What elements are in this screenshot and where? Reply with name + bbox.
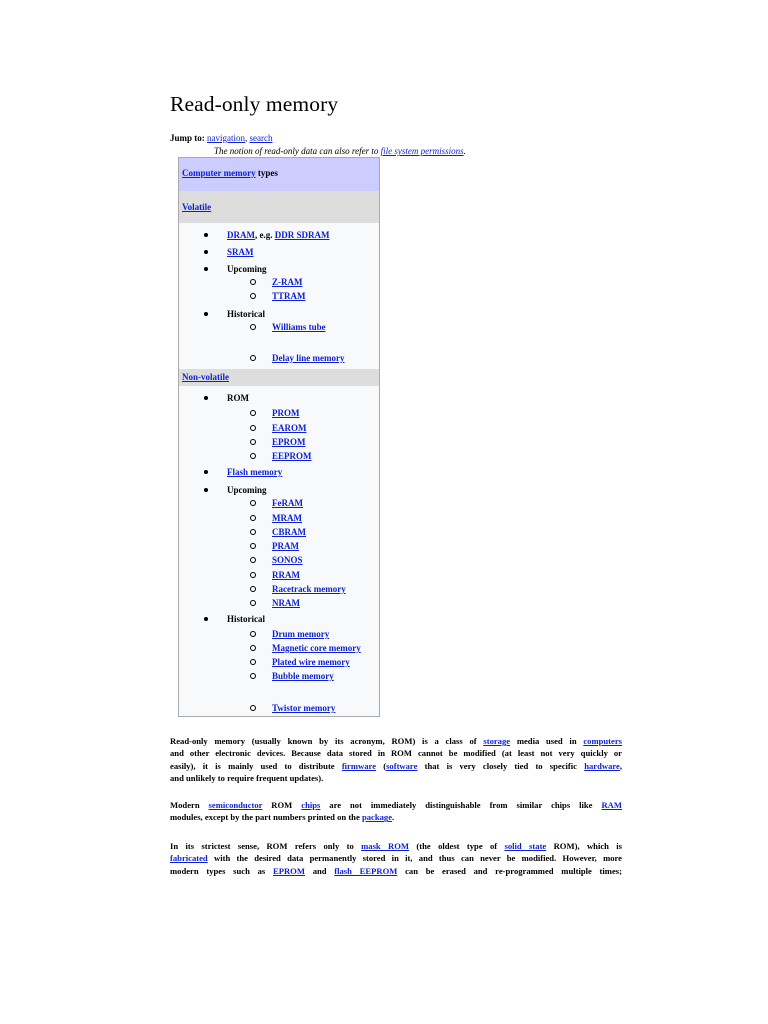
list-item xyxy=(272,657,350,667)
text: with the desired data permanently stored in it, and thus can never be modified. However, more xyxy=(207,853,622,864)
circle-bullet-icon xyxy=(250,355,256,361)
navbox-title xyxy=(179,158,379,191)
list-item xyxy=(272,598,300,608)
twistor-memory-link[interactable]: Twistor memory xyxy=(272,703,336,713)
mask-rom-link[interactable]: mask ROM xyxy=(361,841,410,851)
circle-bullet-icon xyxy=(250,293,256,299)
eprom-link[interactable]: EPROM xyxy=(272,437,306,447)
racetrack-memory-link[interactable]: Racetrack memory xyxy=(272,584,346,594)
second-paragraph xyxy=(170,799,622,824)
williams-tube-link[interactable]: Williams tube xyxy=(272,322,326,332)
search-link[interactable]: search xyxy=(249,133,273,143)
text: ( xyxy=(376,760,387,771)
bullet-icon xyxy=(204,617,208,621)
list-item xyxy=(272,703,335,713)
jump-to-line xyxy=(170,133,273,143)
volatile-link[interactable]: Volatile xyxy=(182,202,212,212)
dram-link[interactable]: DRAM xyxy=(227,230,255,240)
intro-paragraph xyxy=(170,735,622,784)
bullet-icon xyxy=(204,396,208,400)
storage-link[interactable]: storage xyxy=(483,736,511,746)
text: that is very closely tied to specific xyxy=(417,760,585,771)
ddr-sdram-link[interactable]: DDR SDRAM xyxy=(274,230,330,240)
text: modules, except by the part numbers printed on the xyxy=(170,812,362,823)
text: Modern xyxy=(170,800,209,810)
hatnote xyxy=(214,146,466,156)
circle-bullet-icon xyxy=(250,586,256,592)
list-item xyxy=(272,671,334,681)
circle-bullet-icon xyxy=(250,600,256,606)
nram-link[interactable]: NRAM xyxy=(272,598,300,608)
circle-bullet-icon xyxy=(250,631,256,637)
bullet-icon xyxy=(204,233,208,237)
list-item xyxy=(272,527,306,537)
cbram-link[interactable]: CBRAM xyxy=(272,527,306,537)
circle-bullet-icon xyxy=(250,543,256,549)
firmware-link[interactable]: firmware xyxy=(341,760,377,771)
computer-memory-link[interactable]: Computer memory xyxy=(182,168,256,178)
text: Read-only memory (usually known by its acronym, ROM) is a class of xyxy=(170,736,484,746)
bubble-memory-link[interactable]: Bubble memory xyxy=(272,671,334,681)
delay-line-memory-link[interactable]: Delay line memory xyxy=(272,353,345,363)
flash-eeprom-link[interactable]: flash EEPROM xyxy=(334,865,398,876)
feram-link[interactable]: FeRAM xyxy=(272,498,303,508)
list-item xyxy=(272,353,344,363)
eeprom-link[interactable]: EEPROM xyxy=(272,451,312,461)
package-link[interactable]: package xyxy=(361,812,393,823)
list-item xyxy=(272,629,329,639)
list-item: Upcoming xyxy=(227,485,267,495)
list-item xyxy=(227,230,330,240)
list-item xyxy=(272,643,361,653)
list-item: Historical xyxy=(227,614,265,624)
text: ROM xyxy=(262,800,302,810)
list-item xyxy=(272,451,312,461)
text: and other electronic devices. Because data stored in ROM cannot be modified (at least not very quickly or xyxy=(170,748,622,759)
circle-bullet-icon xyxy=(250,439,256,445)
drum-memory-link[interactable]: Drum memory xyxy=(272,629,330,639)
text: modern types such as xyxy=(170,865,273,876)
jump-to-label: Jump to: xyxy=(170,133,205,143)
jump-separator: , xyxy=(245,133,248,143)
mram-link[interactable]: MRAM xyxy=(272,513,302,523)
circle-bullet-icon xyxy=(250,673,256,679)
magnetic-core-memory-link[interactable]: Magnetic core memory xyxy=(272,643,361,653)
list-item: Upcoming xyxy=(227,264,267,274)
bullet-icon xyxy=(204,312,208,316)
circle-bullet-icon xyxy=(250,453,256,459)
circle-bullet-icon xyxy=(250,705,256,711)
list-item: ROM xyxy=(227,393,249,403)
text: are not immediately distinguishable from similar chips like xyxy=(320,800,602,810)
volatile-group-header xyxy=(179,191,379,223)
list-item xyxy=(272,291,306,301)
non-volatile-link[interactable]: Non-volatile xyxy=(182,372,229,382)
list-item xyxy=(272,498,303,508)
list-item xyxy=(272,322,326,332)
page-title: Read-only memory xyxy=(170,92,339,116)
ttram-link[interactable]: TTRAM xyxy=(272,291,306,301)
circle-bullet-icon xyxy=(250,645,256,651)
prom-link[interactable]: PROM xyxy=(272,408,300,418)
circle-bullet-icon xyxy=(250,500,256,506)
computers-link[interactable]: computers xyxy=(583,736,623,746)
circle-bullet-icon xyxy=(250,279,256,285)
list-item: Historical xyxy=(227,309,265,319)
list-item xyxy=(227,467,282,477)
bullet-icon xyxy=(204,488,208,492)
text: easily), it is mainly used to distribute xyxy=(170,760,342,771)
navbox-title-rest: types xyxy=(255,168,278,178)
text: In its strictest sense, ROM refers only to xyxy=(170,841,362,851)
list-item xyxy=(272,408,300,418)
list-item xyxy=(272,277,303,287)
memory-types-navbox xyxy=(178,157,380,717)
navigation-link[interactable]: navigation xyxy=(207,133,246,143)
file-system-permissions-link[interactable]: file system permissions xyxy=(380,146,464,156)
list-item xyxy=(272,555,303,565)
pram-link[interactable]: PRAM xyxy=(272,541,299,551)
text: can be erased and re-programmed multiple times; xyxy=(397,865,622,876)
z-ram-link[interactable]: Z-RAM xyxy=(272,277,303,287)
plated-wire-memory-link[interactable]: Plated wire memory xyxy=(272,657,350,667)
semiconductor-link[interactable]: semiconductor xyxy=(208,800,263,810)
earom-link[interactable]: EAROM xyxy=(272,423,307,433)
circle-bullet-icon xyxy=(250,529,256,535)
list-item xyxy=(272,584,346,594)
software-link[interactable]: software xyxy=(386,760,418,771)
non-volatile-group-header xyxy=(179,369,379,386)
circle-bullet-icon xyxy=(250,324,256,330)
circle-bullet-icon xyxy=(250,410,256,416)
list-item xyxy=(272,423,307,433)
text: ROM), which is xyxy=(546,841,623,851)
bullet-icon xyxy=(204,470,208,474)
text: and unlikely to require frequent updates). xyxy=(170,772,324,783)
list-item xyxy=(272,541,299,551)
ram-link[interactable]: RAM xyxy=(601,800,622,810)
flash-memory-link[interactable]: Flash memory xyxy=(227,467,283,477)
circle-bullet-icon xyxy=(250,572,256,578)
text: (the oldest type of xyxy=(409,841,505,851)
text: , xyxy=(619,760,622,771)
bullet-icon xyxy=(204,250,208,254)
sonos-link[interactable]: SONOS xyxy=(272,555,303,565)
text: media used in xyxy=(510,736,584,746)
circle-bullet-icon xyxy=(250,659,256,665)
hatnote-end: . xyxy=(463,146,466,156)
sram-link[interactable]: SRAM xyxy=(227,247,254,257)
third-paragraph xyxy=(170,840,622,877)
circle-bullet-icon xyxy=(250,557,256,563)
chips-link[interactable]: chips xyxy=(301,800,321,810)
hatnote-text: The notion of read-only data can also refer to xyxy=(214,146,381,156)
rram-link[interactable]: RRAM xyxy=(272,570,300,580)
hardware-link[interactable]: hardware xyxy=(584,760,620,771)
list-item xyxy=(272,513,302,523)
list-item xyxy=(272,437,306,447)
bullet-icon xyxy=(204,267,208,271)
solid-state-link[interactable]: solid state xyxy=(504,841,547,851)
circle-bullet-icon xyxy=(250,425,256,431)
eprom-text-link[interactable]: EPROM xyxy=(272,865,305,876)
fabricated-link[interactable]: fabricated xyxy=(170,853,208,864)
list-item xyxy=(272,570,300,580)
list-item xyxy=(227,247,254,257)
dram-eg: , e.g. xyxy=(255,230,275,240)
text: and xyxy=(304,865,335,876)
circle-bullet-icon xyxy=(250,515,256,521)
text: . xyxy=(392,812,395,823)
